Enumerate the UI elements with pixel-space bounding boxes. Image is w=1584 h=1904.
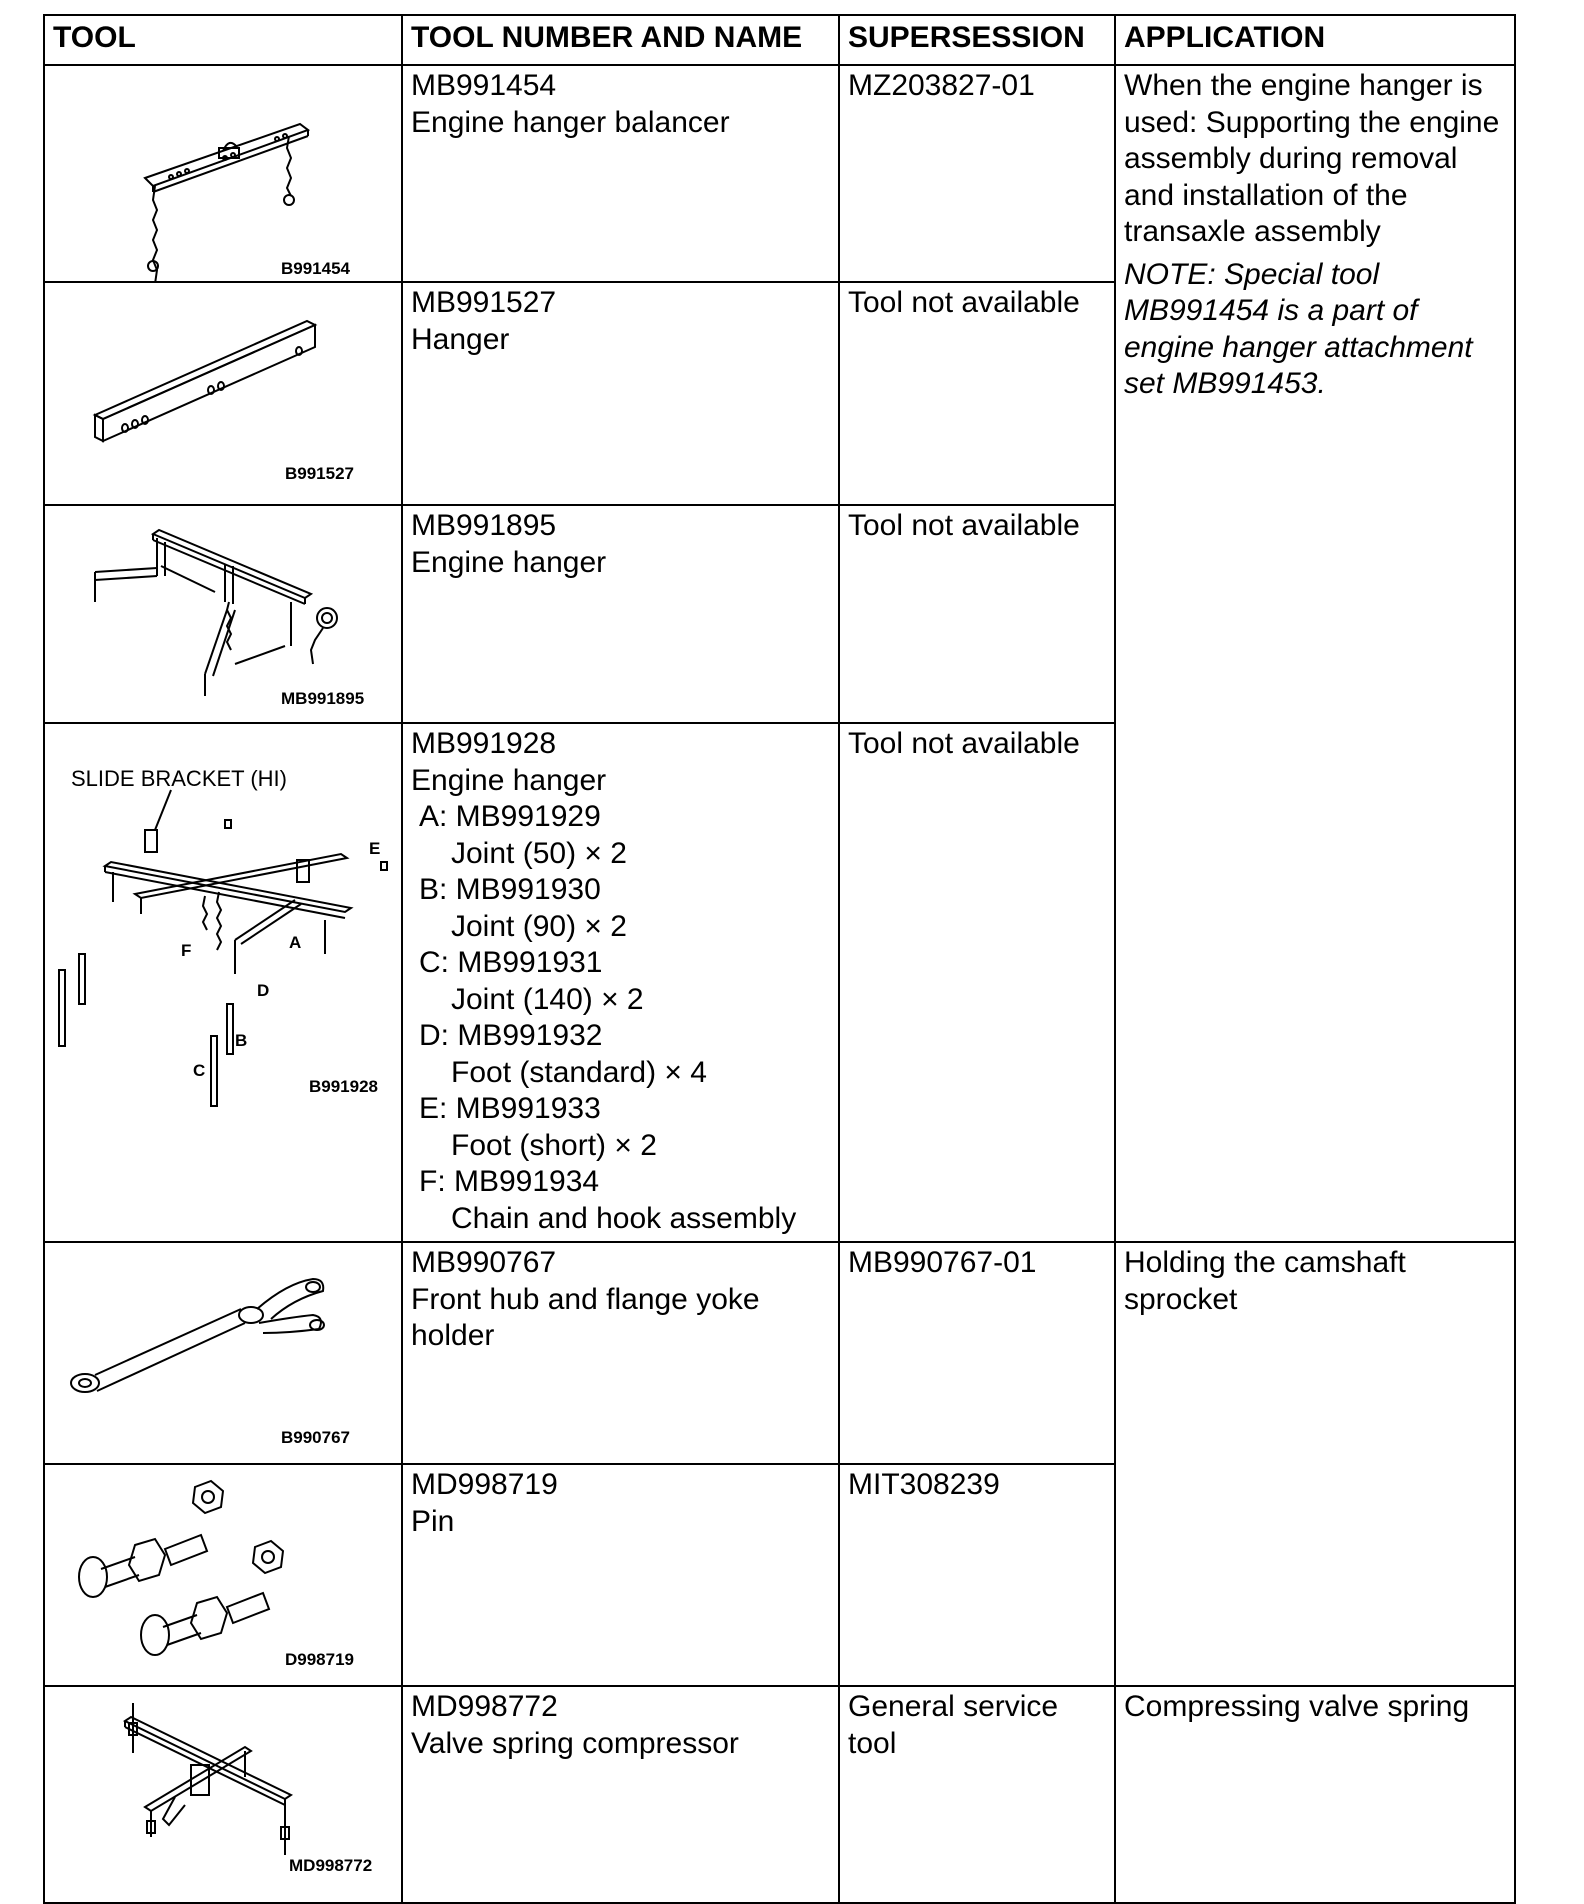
table-row bbox=[44, 65, 1515, 282]
part-desc: Foot (standard) × 4 bbox=[451, 1055, 707, 1089]
part-code: D: MB991932 bbox=[419, 1019, 603, 1052]
part-code: C: MB991931 bbox=[419, 946, 603, 979]
tool-number: MB990767 bbox=[411, 1246, 557, 1279]
tool-number: MD998772 bbox=[411, 1690, 558, 1723]
supersession-cell bbox=[839, 1464, 1115, 1686]
tool-image-label: D998719 bbox=[285, 1650, 355, 1669]
tool-image-cell bbox=[44, 65, 402, 282]
tool-image-cell bbox=[44, 282, 402, 505]
supersession-value: Tool not available bbox=[848, 727, 1080, 760]
application-text: Compressing valve spring bbox=[1124, 1690, 1470, 1723]
supersession-value: Tool not available bbox=[848, 509, 1080, 542]
application-cell bbox=[1115, 1686, 1515, 1903]
tool-number-name-cell bbox=[402, 505, 839, 723]
pin-illustration bbox=[45, 1465, 401, 1685]
part-desc: Joint (140) × 2 bbox=[451, 982, 644, 1016]
engine-hanger-set-illustration bbox=[45, 724, 401, 1241]
supersession-value: MB990767-01 bbox=[848, 1246, 1037, 1279]
part-code: A: MB991929 bbox=[419, 800, 601, 833]
tool-image-cell bbox=[44, 505, 402, 723]
tool-image-label: B991928 bbox=[309, 1077, 379, 1096]
application-cell bbox=[1115, 65, 1515, 1242]
valve-spring-compressor-illustration bbox=[45, 1687, 401, 1902]
part-code: E: MB991933 bbox=[419, 1092, 601, 1125]
callout-d: D bbox=[257, 981, 270, 1000]
callout-c: C bbox=[193, 1061, 206, 1080]
application-text: When the engine hanger is used: Supporting the engine assembly during removal and installation of the transaxle assembly bbox=[1124, 69, 1500, 248]
flange-yoke-holder-illustration bbox=[45, 1243, 401, 1463]
tool-number: MB991527 bbox=[411, 286, 557, 319]
tool-image-cell bbox=[44, 1686, 402, 1903]
tool-name: Valve spring compressor bbox=[411, 1726, 739, 1760]
table-row bbox=[44, 1686, 1515, 1903]
tool-image-label: MB991895 bbox=[281, 689, 365, 708]
tool-number-name-cell bbox=[402, 65, 839, 282]
tool-image-cell bbox=[44, 1242, 402, 1464]
tool-number-name-cell bbox=[402, 1464, 839, 1686]
supersession-cell bbox=[839, 1686, 1115, 1903]
special-tools-table bbox=[43, 14, 1516, 1904]
part-code: F: MB991934 bbox=[419, 1165, 600, 1198]
supersession-value: General service tool bbox=[848, 1690, 1059, 1760]
tool-number: MB991454 bbox=[411, 69, 557, 102]
engine-hanger-illustration bbox=[45, 506, 401, 722]
part-desc: Foot (short) × 2 bbox=[451, 1128, 657, 1162]
tool-image-cell bbox=[44, 1464, 402, 1686]
header-supersession: SUPERSESSION bbox=[839, 15, 1115, 65]
tool-number: MB991895 bbox=[411, 509, 557, 542]
supersession-cell bbox=[839, 723, 1115, 1242]
tool-name: Engine hanger bbox=[411, 763, 607, 797]
tool-number-name-cell bbox=[402, 282, 839, 505]
tool-image-label: B990767 bbox=[281, 1428, 351, 1447]
supersession-cell bbox=[839, 282, 1115, 505]
tool-name: Engine hanger balancer bbox=[411, 105, 730, 139]
slide-bracket-callout: SLIDE BRACKET (HI) bbox=[71, 766, 287, 791]
header-application: APPLICATION bbox=[1115, 15, 1515, 65]
tool-number: MB991928 bbox=[411, 727, 557, 760]
tool-number-name-cell bbox=[402, 723, 839, 1242]
header-tool: TOOL bbox=[44, 15, 402, 65]
table-row bbox=[44, 1242, 1515, 1464]
callout-f: F bbox=[181, 941, 192, 960]
tool-image-label: B991454 bbox=[281, 259, 351, 278]
supersession-value: Tool not available bbox=[848, 286, 1080, 319]
tool-name: Front hub and flange yoke holder bbox=[411, 1282, 760, 1352]
part-desc: Chain and hook assembly bbox=[451, 1201, 797, 1235]
supersession-cell bbox=[839, 505, 1115, 723]
tool-name: Pin bbox=[411, 1504, 455, 1538]
supersession-cell bbox=[839, 1242, 1115, 1464]
callout-a: A bbox=[289, 933, 302, 952]
part-code: B: MB991930 bbox=[419, 873, 601, 906]
part-desc: Joint (50) × 2 bbox=[451, 836, 627, 870]
tool-name: Hanger bbox=[411, 322, 510, 356]
application-note: NOTE: Special tool MB991454 is a part of engine hanger attachment set MB991453. bbox=[1124, 257, 1473, 400]
callout-e: E bbox=[369, 839, 381, 858]
tool-number: MD998719 bbox=[411, 1468, 558, 1501]
supersession-value: MZ203827-01 bbox=[848, 69, 1035, 102]
tool-image-label: B991527 bbox=[285, 464, 355, 483]
header-tool-number-and-name: TOOL NUMBER AND NAME bbox=[402, 15, 839, 65]
part-desc: Joint (90) × 2 bbox=[451, 909, 627, 943]
supersession-value: MIT308239 bbox=[848, 1468, 1000, 1501]
tool-name: Engine hanger bbox=[411, 545, 607, 579]
application-text: Holding the camshaft sprocket bbox=[1124, 1246, 1406, 1316]
hanger-illustration bbox=[45, 283, 401, 504]
tool-image-label: MD998772 bbox=[289, 1856, 373, 1875]
callout-b: B bbox=[235, 1031, 248, 1050]
supersession-cell bbox=[839, 65, 1115, 282]
tool-number-name-cell bbox=[402, 1242, 839, 1464]
application-cell bbox=[1115, 1242, 1515, 1686]
tool-image-cell bbox=[44, 723, 402, 1242]
engine-hanger-balancer-illustration bbox=[45, 66, 401, 281]
table-header-row bbox=[44, 15, 1515, 65]
tool-number-name-cell bbox=[402, 1686, 839, 1903]
